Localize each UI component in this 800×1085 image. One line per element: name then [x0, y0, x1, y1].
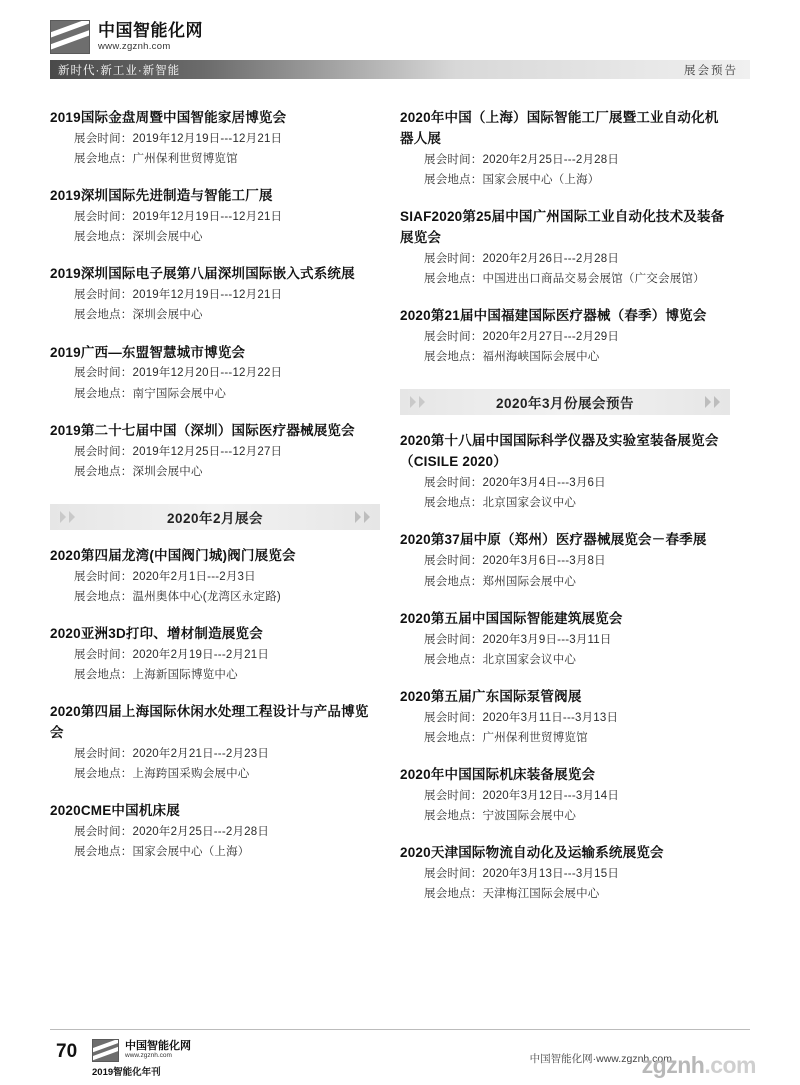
expo-place: 展会地点：上海新国际博览中心 — [74, 669, 238, 682]
list-item — [400, 609, 730, 670]
list-item — [400, 431, 730, 513]
section-banner-mar — [400, 389, 730, 415]
list-item — [400, 765, 730, 826]
expo-time: 展会时间：2020年3月9日---3月11日 — [424, 633, 612, 646]
footer-divider — [50, 1029, 750, 1030]
list-item — [50, 624, 380, 685]
list-item — [400, 306, 730, 367]
expo-time: 展会时间：2020年2月21日---2月23日 — [74, 748, 270, 761]
page-number: 70 — [56, 1041, 78, 1062]
expo-title: 2020年中国国际机床装备展览会 — [400, 766, 596, 782]
footer-logo — [92, 1039, 191, 1062]
logo-text — [98, 22, 203, 52]
list-item — [400, 843, 730, 904]
list-item — [400, 530, 730, 591]
expo-time: 展会时间：2019年12月25日---12月27日 — [74, 445, 283, 458]
expo-time: 展会时间：2020年2月25日---2月28日 — [74, 826, 270, 839]
expo-place: 展会地点：宁波国际会展中心 — [424, 810, 577, 823]
header-bar — [50, 60, 750, 79]
expo-title: 2020年中国（上海）国际智能工厂展暨工业自动化机器人展 — [400, 110, 719, 146]
section-title: 2020年2月展会 — [166, 510, 264, 526]
expo-place: 展会地点：国家会展中心（上海） — [74, 846, 250, 859]
logo-mark-icon — [92, 1039, 119, 1062]
expo-place: 展会地点：深圳会展中心 — [74, 465, 203, 478]
expo-title: SIAF2020第25届中国广州国际工业自动化技术及装备展览会 — [400, 209, 725, 246]
expo-place: 展会地点：深圳会展中心 — [74, 309, 203, 322]
expo-title: 2019广西—东盟智慧城市博览会 — [50, 344, 246, 360]
footer-logo-text — [125, 1041, 191, 1060]
chevron-right-decor-icon — [355, 511, 370, 523]
expo-title: 2020第十八届中国国际科学仪器及实验室装备展览会（CISILE 2020） — [400, 433, 719, 470]
expo-title: 2020CME中国机床展 — [50, 803, 180, 819]
expo-title: 2019国际金盘周暨中国智能家居博览会 — [50, 110, 287, 125]
footer-logo-url: www.zgznh.com — [125, 1052, 172, 1060]
expo-title: 2020亚洲3D打印、增材制造展览会 — [50, 626, 263, 642]
list-item — [50, 421, 380, 482]
expo-place: 展会地点：北京国家会议中心 — [424, 497, 577, 510]
left-column — [50, 108, 380, 879]
list-item — [400, 108, 730, 190]
chevron-right-decor-icon — [705, 396, 720, 408]
expo-time: 展会时间：2020年2月27日---2月29日 — [424, 331, 620, 344]
expo-time: 展会时间：2020年3月4日---3月6日 — [424, 477, 606, 490]
site-logo — [50, 20, 203, 54]
expo-time: 展会时间：2020年3月13日---3月15日 — [424, 868, 620, 881]
section-banner-feb — [50, 504, 380, 530]
expo-time: 展会时间：2020年2月25日---2月28日 — [424, 153, 620, 166]
expo-title: 2020天津国际物流自动化及运输系统展览会 — [400, 845, 664, 861]
header-section-label: 展会预告 — [684, 65, 738, 77]
expo-title: 2020第四届上海国际休闲水处理工程设计与产品博览会 — [50, 704, 369, 741]
logo-title: 中国智能化网 — [98, 21, 203, 41]
expo-place: 展会地点：福州海峡国际会展中心 — [424, 351, 600, 364]
footer-subtitle: 2019智能化年刊 — [92, 1067, 161, 1078]
watermark-text: zgznh — [641, 1052, 705, 1078]
expo-place: 展会地点：深圳会展中心 — [74, 231, 203, 244]
expo-title: 2020第四届龙湾(中国阀门城)阀门展览会 — [50, 547, 296, 563]
expo-time: 展会时间：2019年12月19日---12月21日 — [74, 289, 283, 302]
watermark-tld: .com — [704, 1052, 756, 1078]
expo-title: 2020第五届广东国际泵管阀展 — [400, 688, 582, 704]
expo-title: 2019深圳国际先进制造与智能工厂展 — [50, 188, 273, 204]
list-item — [50, 801, 380, 862]
expo-place: 展会地点：国家会展中心（上海） — [424, 173, 600, 186]
expo-title: 2019深圳国际电子展第八届深圳国际嵌入式系统展 — [50, 266, 355, 282]
expo-time: 展会时间：2020年3月12日---3月14日 — [424, 789, 620, 802]
expo-time: 展会时间：2020年2月19日---2月21日 — [74, 648, 270, 661]
list-item — [400, 207, 730, 289]
watermark — [642, 1052, 756, 1079]
page-header — [0, 0, 800, 88]
expo-place: 展会地点：温州奥体中心(龙湾区永定路) — [74, 590, 281, 603]
footer-logo-title: 中国智能化网 — [125, 1039, 191, 1052]
list-item — [50, 108, 380, 169]
header-slogan: 新时代·新工业·新智能 — [58, 65, 181, 77]
expo-place: 展会地点：天津梅江国际会展中心 — [424, 888, 600, 901]
expo-time: 展会时间：2019年12月19日---12月21日 — [74, 132, 283, 145]
expo-time: 展会时间：2020年2月26日---2月28日 — [424, 252, 620, 265]
list-item — [50, 186, 380, 247]
expo-place: 展会地点：广州保利世贸博览馆 — [74, 153, 238, 166]
page-footer — [0, 1029, 800, 1085]
expo-place: 展会地点：上海跨国采购会展中心 — [74, 768, 250, 781]
right-column — [400, 108, 730, 921]
expo-time: 展会时间：2020年2月1日---2月3日 — [74, 570, 256, 583]
expo-title: 2020第21届中国福建国际医疗器械（春季）博览会 — [400, 308, 707, 324]
expo-title: 2020第五届中国国际智能建筑展览会 — [400, 610, 623, 626]
chevron-left-decor-icon — [410, 396, 425, 408]
list-item — [50, 264, 380, 325]
expo-place: 展会地点：南宁国际会展中心 — [74, 387, 227, 400]
list-item — [400, 687, 730, 748]
expo-time: 展会时间：2019年12月20日---12月22日 — [74, 367, 283, 380]
section-title: 2020年3月份展会预告 — [495, 396, 635, 412]
expo-title: 2020第37届中原（郑州）医疗器械展览会－春季展 — [400, 532, 707, 548]
expo-time: 展会时间：2020年3月6日---3月8日 — [424, 555, 606, 568]
logo-mark-icon — [50, 20, 90, 54]
logo-url: www.zgznh.com — [98, 40, 171, 52]
list-item — [50, 702, 380, 784]
footer-site-credit: 中国智能化网·www.zgznh.com — [529, 1053, 672, 1065]
chevron-left-decor-icon — [60, 511, 75, 523]
list-item — [50, 546, 380, 607]
expo-time: 展会时间：2019年12月19日---12月21日 — [74, 211, 283, 224]
expo-place: 展会地点：北京国家会议中心 — [424, 653, 577, 666]
expo-time: 展会时间：2020年3月11日---3月13日 — [424, 711, 619, 724]
expo-place: 展会地点：中国进出口商品交易会展馆（广交会展馆） — [424, 273, 705, 286]
expo-place: 展会地点：广州保利世贸博览馆 — [424, 731, 588, 744]
list-item — [50, 343, 380, 404]
expo-title: 2019第二十七届中国（深圳）国际医疗器械展览会 — [50, 422, 355, 438]
expo-place: 展会地点：郑州国际会展中心 — [424, 575, 577, 588]
